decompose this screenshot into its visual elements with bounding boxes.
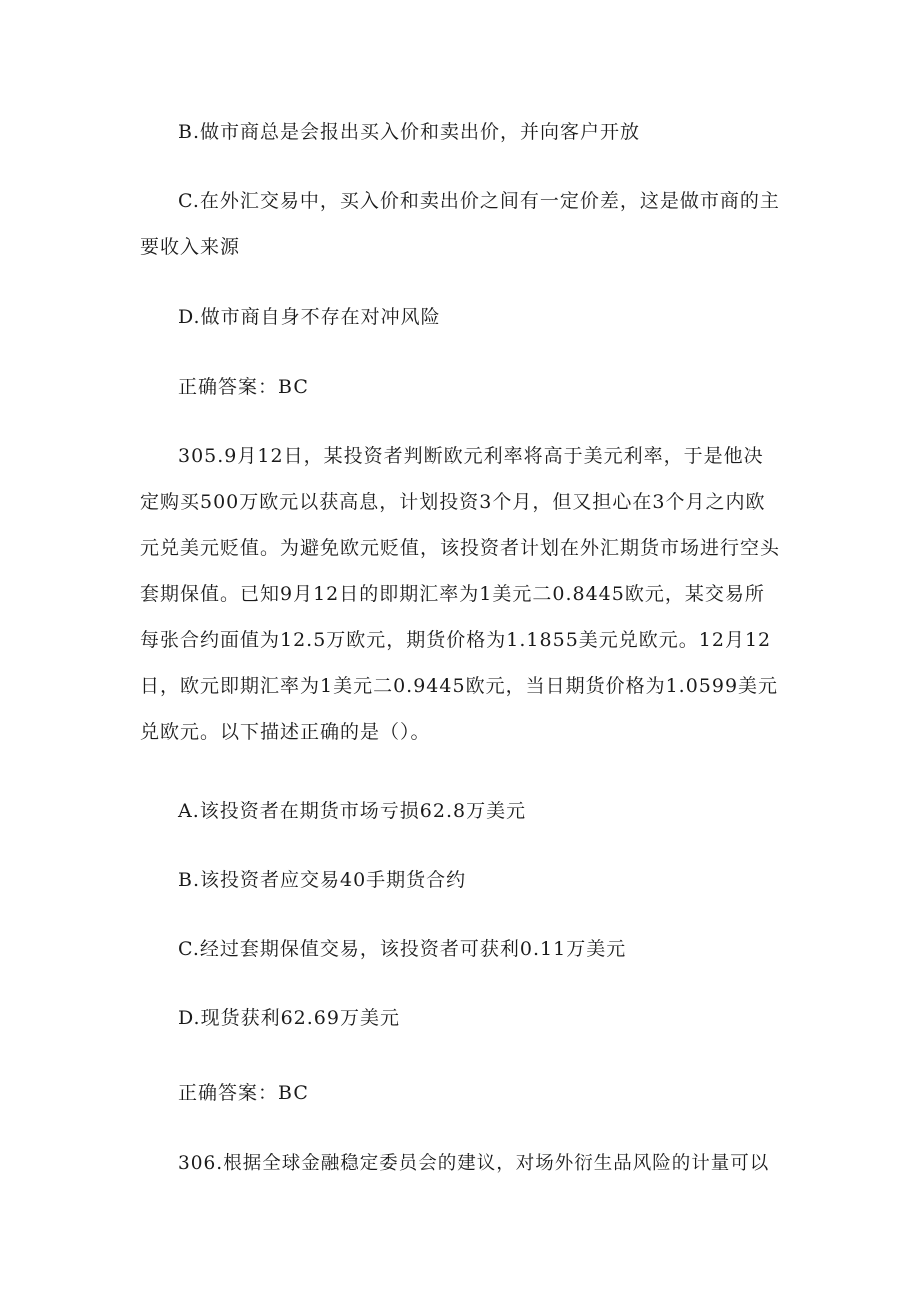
q305-answer: 正确答案：BC [178, 1082, 309, 1104]
q305-stem-line1: 305.9月12日，某投资者判断欧元利率将高于美元利率，于是他决 [178, 445, 764, 467]
q305-stem-line7: 兑欧元。以下描述正确的是（）。 [140, 721, 431, 743]
q304-option-d: D.做市商自身不存在对冲风险 [178, 306, 441, 328]
q305-stem-line2: 定购买500万欧元以获高息，计划投资3个月，但又担心在3个月之内欧 [140, 491, 766, 513]
q305-stem-line5: 每张合约面值为12.5万欧元，期货价格为1.1855美元兑欧元。12月12 [140, 629, 772, 651]
q305-stem-line4: 套期保值。已知9月12日的即期汇率为1美元二0.8445欧元，某交易所 [140, 583, 765, 605]
q304-option-c-line2: 要收入来源 [140, 236, 241, 258]
q304-answer: 正确答案：BC [178, 376, 309, 398]
q306-stem-line1: 306.根据全球金融稳定委员会的建议，对场外衍生品风险的计量可以 [178, 1153, 770, 1174]
q304-option-c-line1: C.在外汇交易中，买入价和卖出价之间有一定价差，这是做市商的主 [178, 190, 780, 212]
q305-stem-line3: 元兑美元贬值。为避免欧元贬值，该投资者计划在外汇期货市场进行空头 [140, 537, 781, 559]
q305-stem-line6: 日，欧元即期汇率为1美元二0.9445欧元，当日期货价格为1.0599美元 [140, 675, 779, 697]
q305-option-c: C.经过套期保值交易，该投资者可获利0.11万美元 [178, 938, 627, 960]
q305-option-d: D.现货获利62.69万美元 [178, 1007, 400, 1029]
q305-option-b: B.该投资者应交易40手期货合约 [178, 869, 467, 891]
q304-option-b: B.做市商总是会报出买入价和卖出价，并向客户开放 [178, 121, 641, 143]
q305-option-a: A.该投资者在期货市场亏损62.8万美元 [178, 800, 527, 822]
